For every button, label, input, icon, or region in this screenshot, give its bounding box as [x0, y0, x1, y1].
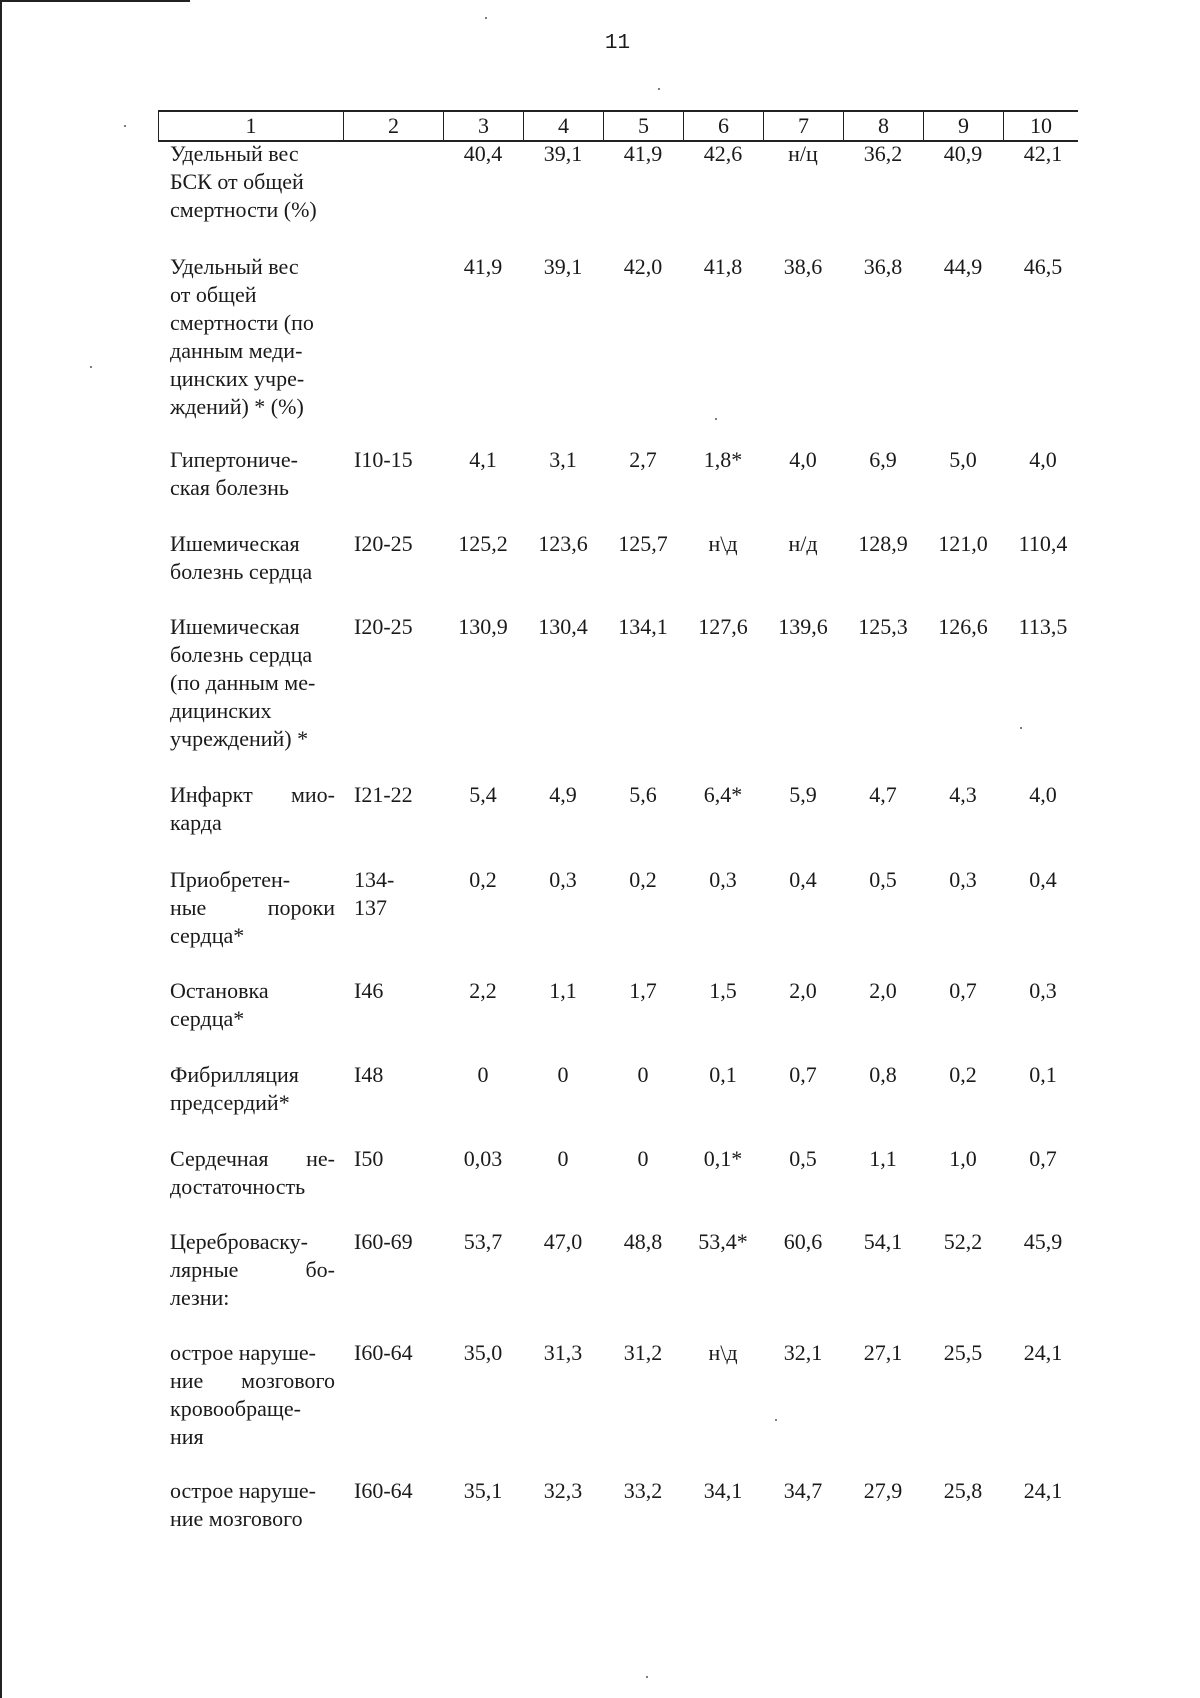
indicator-name-line: Удельный вес	[170, 254, 299, 279]
icd-code	[354, 866, 434, 922]
value-cell-col-4: 0,3	[549, 867, 577, 892]
value-cell-col-9: 0,2	[949, 1062, 977, 1087]
icd-code	[354, 781, 434, 809]
value-cell-col-10: 46,5	[1023, 254, 1063, 279]
value-cell-col-3: 2,2	[469, 978, 497, 1003]
value-cell-col-3: 0,03	[463, 1146, 503, 1171]
value-cell-col-3: 4,1	[469, 447, 497, 472]
value-cell-col-5: 1,7	[629, 978, 657, 1003]
value-cell-col-6: н\д	[708, 531, 738, 556]
value-cell-col-6: 0,1*	[703, 1146, 743, 1171]
indicator-name-line: Гипертониче-	[170, 447, 298, 472]
value-cell-col-7: 0,7	[789, 1062, 817, 1087]
value-cell-col-4: 3,1	[549, 447, 577, 472]
indicator-name-line: Удельный вес	[170, 141, 299, 166]
icd-code-line: I60-69	[354, 1229, 413, 1254]
indicator-name	[170, 1145, 335, 1201]
value-cell-col-9: 0,3	[949, 867, 977, 892]
scan-speck	[658, 88, 660, 90]
indicator-name-line: карда	[170, 810, 222, 835]
indicator-name	[170, 1061, 335, 1117]
indicator-name-line: острое наруше-	[170, 1478, 317, 1503]
indicator-name	[170, 781, 335, 837]
indicator-name-line: от общей	[170, 282, 257, 307]
indicator-name-line: острое наруше-	[170, 1340, 317, 1365]
icd-code-line: I48	[354, 1062, 384, 1087]
indicator-name	[170, 977, 335, 1033]
indicator-name-line: сердца*	[170, 1006, 245, 1031]
icd-code-line: I10-15	[354, 447, 413, 472]
indicator-name-line: сердца*	[170, 923, 245, 948]
icd-code-line: I46	[354, 978, 384, 1003]
scan-speck	[775, 1419, 777, 1421]
value-cell-col-7: 32,1	[783, 1340, 823, 1365]
value-cell-col-4: 39,1	[543, 141, 583, 166]
value-cell-col-7: 0,4	[789, 867, 817, 892]
value-cell-col-7: 0,5	[789, 1146, 817, 1171]
value-cell-col-10: 4,0	[1029, 782, 1057, 807]
value-cell-col-8: 4,7	[869, 782, 897, 807]
icd-code	[354, 977, 434, 1005]
value-cell-col-4: 0	[557, 1146, 569, 1171]
indicator-name-line: (по данным ме-	[170, 670, 316, 695]
value-cell-col-3: 125,2	[458, 531, 508, 556]
value-cell-col-9: 52,2	[943, 1229, 983, 1254]
indicator-name-line: предсердий*	[170, 1090, 290, 1115]
value-cell-col-8: 36,8	[863, 254, 903, 279]
value-cell-col-4: 31,3	[543, 1340, 583, 1365]
value-cell-col-9: 5,0	[949, 447, 977, 472]
value-cell-col-5: 0	[637, 1146, 649, 1171]
indicator-name-line: достаточность	[170, 1174, 306, 1199]
indicator-name-line: ждений) * (%)	[170, 394, 304, 419]
value-cell-col-10: 0,1	[1029, 1062, 1057, 1087]
icd-code	[354, 1061, 434, 1089]
value-cell-col-5: 42,0	[623, 254, 663, 279]
value-cell-col-3: 130,9	[458, 614, 508, 639]
value-cell-col-6: 0,1	[709, 1062, 737, 1087]
indicator-name	[170, 866, 335, 950]
value-cell-col-3: 0,2	[469, 867, 497, 892]
icd-code-line: 134-	[354, 867, 395, 892]
value-cell-col-5: 0,2	[629, 867, 657, 892]
value-cell-col-7: 60,6	[783, 1229, 823, 1254]
column-header: 4	[523, 110, 603, 140]
scan-speck	[715, 418, 717, 420]
indicator-name-line: болезнь сердца	[170, 559, 313, 584]
indicator-name-line: данным меди-	[170, 338, 303, 363]
column-header: 2	[343, 110, 443, 140]
value-cell-col-8: 27,1	[863, 1340, 903, 1365]
column-header: 8	[843, 110, 923, 140]
value-cell-col-10: 113,5	[1018, 614, 1068, 639]
indicator-name-line: ния	[170, 1424, 204, 1449]
scan-border-top	[0, 0, 190, 2]
indicator-name-line: ская болезнь	[170, 475, 289, 500]
value-cell-col-6: 34,1	[703, 1478, 743, 1503]
indicator-name-line: болезнь сердца	[170, 642, 313, 667]
value-cell-col-8: 0,8	[869, 1062, 897, 1087]
column-header: 3	[443, 110, 523, 140]
value-cell-col-8: 125,3	[858, 614, 908, 639]
value-cell-col-9: 44,9	[943, 254, 983, 279]
indicator-name	[170, 1477, 335, 1533]
column-header: 10	[1003, 110, 1078, 140]
column-header: 6	[683, 110, 763, 140]
icd-code-line: I21-22	[354, 782, 413, 807]
value-cell-col-5: 134,1	[618, 614, 668, 639]
indicator-name-line: ные пороки	[170, 895, 335, 920]
value-cell-col-7: н/д	[788, 531, 818, 556]
indicator-name-line: Остановка	[170, 978, 269, 1003]
indicator-name-line: ние мозгового	[170, 1368, 335, 1393]
value-cell-col-5: 31,2	[623, 1340, 663, 1365]
value-cell-col-4: 47,0	[543, 1229, 583, 1254]
value-cell-col-9: 1,0	[949, 1146, 977, 1171]
indicator-name	[170, 530, 335, 586]
value-cell-col-10: 0,7	[1029, 1146, 1057, 1171]
value-cell-col-4: 130,4	[538, 614, 588, 639]
value-cell-col-6: 127,6	[698, 614, 748, 639]
value-cell-col-7: 4,0	[789, 447, 817, 472]
value-cell-col-8: 54,1	[863, 1229, 903, 1254]
value-cell-col-8: 128,9	[858, 531, 908, 556]
value-cell-col-6: 1,5	[709, 978, 737, 1003]
indicator-name-line: Сердечная не-	[170, 1146, 335, 1171]
indicator-name	[170, 1339, 335, 1451]
column-header: 7	[763, 110, 843, 140]
value-cell-col-5: 125,7	[618, 531, 668, 556]
value-cell-col-6: 0,3	[709, 867, 737, 892]
value-cell-col-7: н/ц	[788, 141, 818, 166]
icd-code	[354, 530, 434, 558]
value-cell-col-5: 0	[637, 1062, 649, 1087]
indicator-name	[170, 1228, 335, 1312]
indicator-name-line: Ишемическая	[170, 614, 300, 639]
icd-code	[354, 446, 434, 474]
icd-code-line: I20-25	[354, 531, 413, 556]
scan-border-left	[0, 0, 2, 1698]
value-cell-col-4: 32,3	[543, 1478, 583, 1503]
icd-code	[354, 1145, 434, 1173]
column-header: 5	[603, 110, 683, 140]
value-cell-col-6: 6,4*	[703, 782, 743, 807]
icd-code-line: I50	[354, 1146, 384, 1171]
value-cell-col-7: 5,9	[789, 782, 817, 807]
indicator-name-line: Ишемическая	[170, 531, 300, 556]
indicator-name-line: БСК от общей	[170, 169, 304, 194]
value-cell-col-5: 33,2	[623, 1478, 663, 1503]
value-cell-col-7: 34,7	[783, 1478, 823, 1503]
indicator-name	[170, 253, 335, 421]
indicator-name	[170, 446, 335, 502]
column-header: 1	[158, 110, 343, 140]
value-cell-col-3: 41,9	[463, 254, 503, 279]
value-cell-col-9: 121,0	[938, 531, 988, 556]
page-number: 11	[604, 32, 631, 55]
value-cell-col-10: 45,9	[1023, 1229, 1063, 1254]
indicator-name-line: кровообраще-	[170, 1396, 301, 1421]
value-cell-col-8: 36,2	[863, 141, 903, 166]
value-cell-col-10: 24,1	[1023, 1478, 1063, 1503]
indicator-name-line: учреждений) *	[170, 726, 309, 751]
value-cell-col-6: 42,6	[703, 141, 743, 166]
indicator-name-line: Цереброваску-	[170, 1229, 308, 1254]
value-cell-col-3: 5,4	[469, 782, 497, 807]
value-cell-col-5: 48,8	[623, 1229, 663, 1254]
value-cell-col-10: 42,1	[1023, 141, 1063, 166]
icd-code-line: I20-25	[354, 614, 413, 639]
indicator-name-line: Приобретен-	[170, 867, 291, 892]
value-cell-col-4: 123,6	[538, 531, 588, 556]
indicator-name-line: Фибрилляция	[170, 1062, 299, 1087]
value-cell-col-3: 40,4	[463, 141, 503, 166]
table-header	[158, 110, 1078, 140]
value-cell-col-6: 41,8	[703, 254, 743, 279]
indicator-name-line: смертности (по	[170, 310, 314, 335]
indicator-name-line: ние мозгового	[170, 1506, 303, 1531]
value-cell-col-4: 39,1	[543, 254, 583, 279]
value-cell-col-4: 1,1	[549, 978, 577, 1003]
icd-code	[354, 1228, 434, 1256]
value-cell-col-4: 0	[557, 1062, 569, 1087]
value-cell-col-10: 110,4	[1018, 531, 1068, 556]
indicator-name	[170, 613, 335, 753]
value-cell-col-3: 53,7	[463, 1229, 503, 1254]
value-cell-col-9: 25,8	[943, 1478, 983, 1503]
value-cell-col-9: 40,9	[943, 141, 983, 166]
value-cell-col-8: 2,0	[869, 978, 897, 1003]
value-cell-col-7: 139,6	[778, 614, 828, 639]
value-cell-col-5: 41,9	[623, 141, 663, 166]
indicator-name-line: лезни:	[170, 1285, 230, 1310]
icd-code	[354, 613, 434, 641]
value-cell-col-10: 4,0	[1029, 447, 1057, 472]
scan-speck	[90, 366, 92, 368]
value-cell-col-4: 4,9	[549, 782, 577, 807]
value-cell-col-7: 38,6	[783, 254, 823, 279]
value-cell-col-8: 1,1	[869, 1146, 897, 1171]
indicator-name-line: цинских учре-	[170, 366, 305, 391]
indicator-name-line: смертности (%)	[170, 197, 317, 222]
value-cell-col-3: 35,1	[463, 1478, 503, 1503]
value-cell-col-8: 6,9	[869, 447, 897, 472]
value-cell-col-6: 1,8*	[703, 447, 743, 472]
value-cell-col-10: 0,3	[1029, 978, 1057, 1003]
value-cell-col-5: 5,6	[629, 782, 657, 807]
indicator-name-line: дицинских	[170, 698, 272, 723]
value-cell-col-10: 24,1	[1023, 1340, 1063, 1365]
indicator-name-line: лярные бо-	[170, 1257, 335, 1282]
indicator-name	[170, 140, 335, 224]
value-cell-col-9: 25,5	[943, 1340, 983, 1365]
value-cell-col-3: 35,0	[463, 1340, 503, 1365]
column-header: 9	[923, 110, 1003, 140]
icd-code-line: I60-64	[354, 1340, 413, 1365]
value-cell-col-9: 126,6	[938, 614, 988, 639]
scan-speck	[1020, 727, 1022, 729]
value-cell-col-9: 4,3	[949, 782, 977, 807]
value-cell-col-7: 2,0	[789, 978, 817, 1003]
value-cell-col-8: 0,5	[869, 867, 897, 892]
value-cell-col-3: 0	[477, 1062, 489, 1087]
value-cell-col-9: 0,7	[949, 978, 977, 1003]
scan-speck	[485, 17, 487, 19]
value-cell-col-5: 2,7	[629, 447, 657, 472]
scan-speck	[124, 125, 126, 127]
icd-code-line: 137	[354, 895, 387, 920]
value-cell-col-6: н\д	[708, 1340, 738, 1365]
icd-code-line: I60-64	[354, 1478, 413, 1503]
value-cell-col-10: 0,4	[1029, 867, 1057, 892]
icd-code	[354, 1477, 434, 1505]
icd-code	[354, 1339, 434, 1367]
value-cell-col-8: 27,9	[863, 1478, 903, 1503]
scan-speck	[646, 1676, 648, 1678]
indicator-name-line: Инфаркт мио-	[170, 782, 335, 807]
value-cell-col-6: 53,4*	[698, 1229, 748, 1254]
